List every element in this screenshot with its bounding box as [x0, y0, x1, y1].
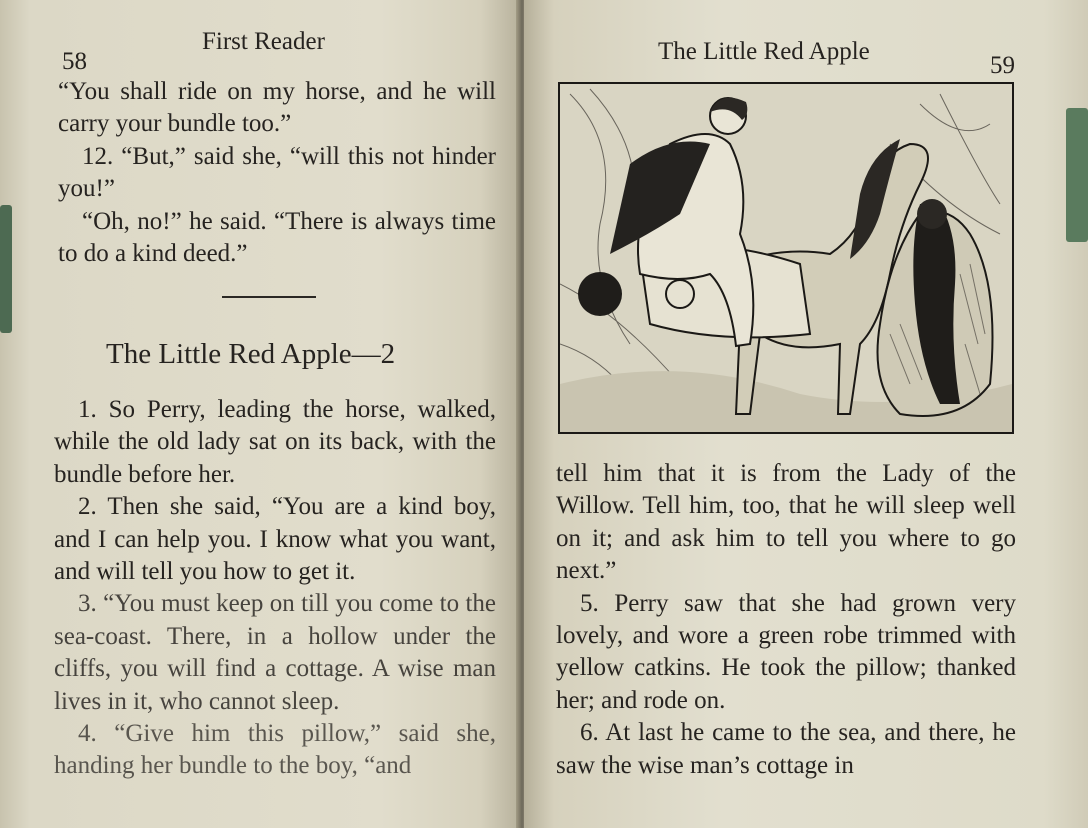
left-page: [0, 0, 520, 828]
continuation-paragraph: 12. “But,” said she, “will this not hinder you!”: [58, 142, 496, 203]
right-page-number: 59: [990, 52, 1015, 79]
body-paragraph: 1. So Perry, leading the horse, walked, while the old lady sat on its back, with the bundle before her.: [54, 396, 496, 488]
left-continuation-text: [58, 76, 496, 270]
body-paragraph: tell him that it is from the Lady of the Willow. Tell him, too, that he will sleep well on it; and ask him to tell you where to go next.”: [556, 460, 1016, 585]
left-page-number: 58: [62, 48, 87, 75]
illustration-rider-and-lady: [558, 82, 1014, 434]
body-paragraph: 5. Perry saw that she had grown very lovely, and wore a green robe trimmed with yellow catkins. He took the pillow; thanked her; and rode on.: [556, 589, 1016, 714]
illustration-drawing: [560, 84, 1012, 432]
body-paragraph: 4. “Give him this pillow,” said she, handing her bundle to the boy, “and: [54, 720, 496, 780]
left-body-text: [54, 394, 496, 783]
section-divider: [222, 296, 316, 298]
body-paragraph: 3. “You must keep on till you come to the sea-coast. There, in a hollow under the cliffs, you will find a cottage. A wise man lives in it, who cannot sleep.: [54, 590, 496, 715]
right-page: [524, 0, 1088, 828]
section-title: The Little Red Apple—2: [106, 338, 396, 370]
body-paragraph: 6. At last he came to the sea, and there, he saw the wise man’s cottage in: [556, 719, 1016, 779]
left-running-head: First Reader: [202, 28, 325, 55]
continuation-paragraph: “You shall ride on my horse, and he will carry your bundle too.”: [58, 78, 496, 138]
page-tab-left: [0, 205, 12, 333]
continuation-paragraph: “Oh, no!” he said. “There is always time to do a kind deed.”: [58, 207, 496, 268]
right-running-head: The Little Red Apple: [658, 38, 870, 65]
body-paragraph: 2. Then she said, “You are a kind boy, and I can help you. I know what you want, and will tell you how to get it.: [54, 493, 496, 586]
right-body-text: [556, 458, 1016, 782]
page-tab-right: [1066, 108, 1088, 242]
